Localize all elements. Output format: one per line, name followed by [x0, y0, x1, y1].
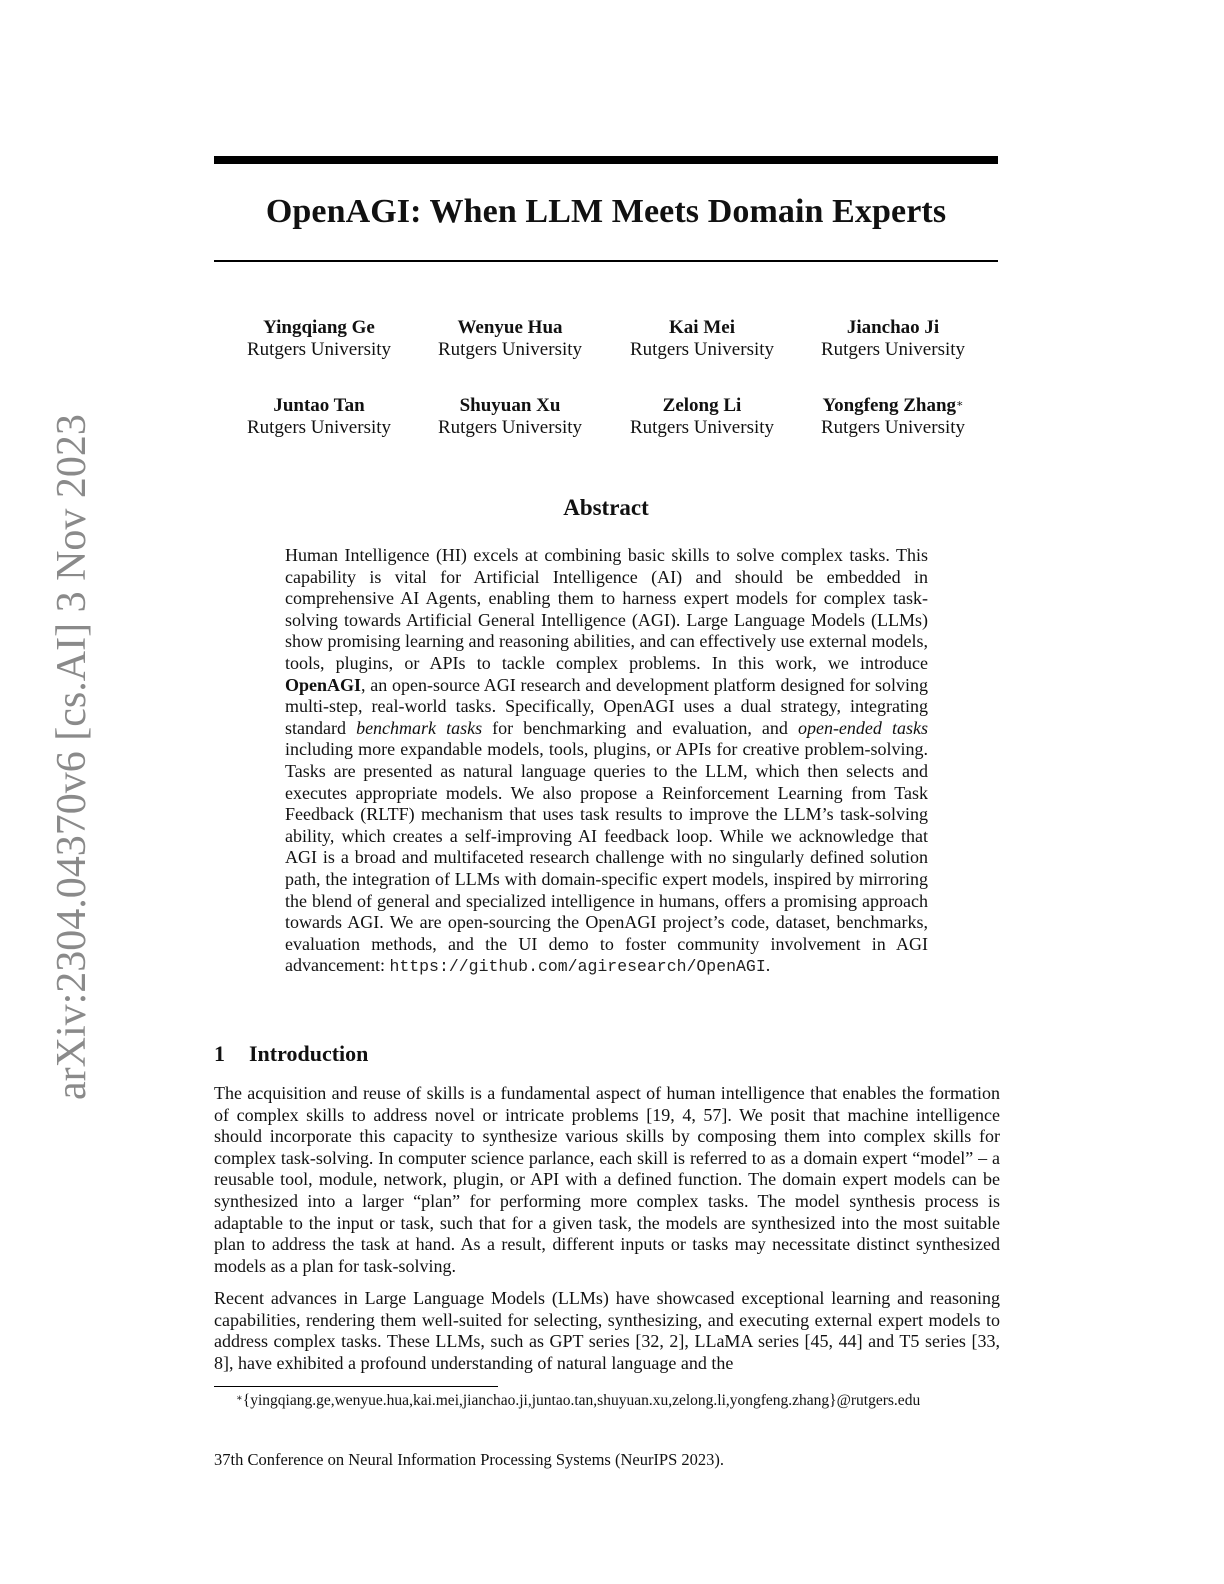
author-affiliation: Rutgers University — [246, 339, 392, 360]
corresponding-author-mark: ∗ — [956, 398, 964, 410]
section-title: Introduction — [249, 1041, 369, 1066]
author-block — [602, 317, 802, 361]
author-block — [793, 395, 993, 439]
author-block — [219, 317, 419, 361]
intro-paragraph: The acquisition and reuse of skills is a fundamental aspect of human intelligence that enables the formation of complex skills to address novel or intricate problems [19, 4, 57]. We posit that machine intelligence should incorporate this capacity to synthesize various skills by composing them into complex skills for complex task-solving. In computer science parlance, each skill is referred to as a domain expert “model” – a reusable tool, module, network, plugin, or API with a defined function. The domain expert models can be synthesized into a larger “plan” for performing more complex tasks. The model synthesis process is adaptable to the input or task, such that for a given task, the models are synthesized into the most suitable plan to address the task at hand. As a result, different inputs or tasks may necessitate distinct synthesized models as a plan for task-solving. — [214, 1083, 1000, 1276]
paper-title: OpenAGI: When LLM Meets Domain Experts — [265, 193, 947, 230]
author-block — [793, 317, 993, 361]
author-block — [602, 395, 802, 439]
footnote-emails: {yingqiang.ge,wenyue.hua,kai.mei,jianchao.ji,juntao.tan,shuyuan.xu,zelong.li,yongfeng.zhang}@rutgers.edu — [242, 1392, 921, 1409]
author-block — [410, 317, 610, 361]
abstract-text: including more expandable models, tools, plugins, or APIs for creative problem-solving. Tasks are presented as natural language queries to the LLM, which then selects and executes appropriate models. We also propose a Reinforcement Learning from Task Feedback (RLTF) mechanism that uses task results to improve the LLM’s task-solving ability, which creates a self-improving AI feedback loop. While we acknowledge that AGI is a broad and multifaceted research challenge with no singularly defined solution path, the integration of LLMs with domain-specific expert models, inspired by mirroring the blend of general and specialized intelligence in humans, offers a promising approach towards AGI. We are open-sourcing the OpenAGI project’s code, dataset, benchmarks, evaluation methods, and the UI demo to foster community involvement in AGI advancement: — [285, 739, 928, 976]
abstract-text: , an open-source AGI research and development platform designed for solving multi-step, real-world tasks. Specifically, OpenAGI uses a dual strategy, integrating standard — [285, 674, 928, 738]
author-name: Zelong Li — [662, 395, 742, 416]
title-top-rule — [214, 156, 998, 164]
author-name: Juntao Tan — [273, 395, 365, 416]
author-name: Shuyuan Xu — [459, 395, 561, 416]
author-affiliation: Rutgers University — [629, 339, 775, 360]
abstract-bold-term: OpenAGI — [285, 674, 362, 695]
abstract-heading: Abstract — [563, 495, 649, 520]
footnote — [236, 1391, 1016, 1411]
repository-link[interactable]: https://github.com/agiresearch/OpenAGI — [389, 957, 766, 977]
intro-paragraph: Recent advances in Large Language Models (LLMs) have showcased exceptional learning and reasoning capabilities, rendering them well-suited for selecting, synthesizing, and executing external expert models to address complex tasks. These LLMs, such as GPT series [32, 2], LLaMA series [45, 44] and T5 series [33, 8], have exhibited a profound understanding of natural language and the — [214, 1288, 1000, 1373]
author-block — [219, 395, 419, 439]
author-affiliation: Rutgers University — [820, 417, 966, 438]
author-name: Jianchao Ji — [846, 317, 940, 338]
author-affiliation: Rutgers University — [437, 339, 583, 360]
author-affiliation: Rutgers University — [820, 339, 966, 360]
arxiv-stamp: arXiv:2304.04370v6 [cs.AI] 3 Nov 2023 — [49, 414, 95, 1100]
section-number: 1 — [214, 1041, 225, 1066]
abstract-text: for benchmarking and evaluation, and — [482, 717, 798, 738]
abstract-body — [285, 545, 928, 978]
venue-note: 37th Conference on Neural Information Processing Systems (NeurIPS 2023). — [214, 1450, 725, 1469]
abstract-italic-term: benchmark tasks — [356, 717, 483, 738]
author-affiliation: Rutgers University — [246, 417, 392, 438]
author-name: Yingqiang Ge — [263, 317, 375, 338]
abstract-text: Human Intelligence (HI) excels at combining basic skills to solve complex tasks. This capability is vital for Artificial Intelligence (AI) and should be embedded in comprehensive AI Agents, enabling them to harness expert models for complex task-solving towards Artificial General Intelligence (AGI). Large Language Models (LLMs) show promising learning and reasoning abilities, and can effectively use external models, tools, plugins, or APIs to tackle complex problems. In this work, we introduce — [285, 545, 928, 673]
author-affiliation: Rutgers University — [629, 417, 775, 438]
author-name-corresponding — [793, 395, 993, 417]
author-block — [410, 395, 610, 439]
footnote-rule — [214, 1386, 498, 1387]
footnote-mark: ∗ — [236, 1393, 243, 1404]
author-name: Wenyue Hua — [457, 317, 563, 338]
author-name: Kai Mei — [669, 317, 735, 338]
abstract-italic-term: open-ended tasks — [797, 717, 928, 738]
title-bottom-rule — [214, 260, 998, 262]
author-name: Yongfeng Zhang — [822, 395, 957, 416]
author-affiliation: Rutgers University — [437, 417, 583, 438]
abstract-text-end: . — [765, 955, 771, 976]
section-heading-introduction — [214, 1040, 998, 1068]
